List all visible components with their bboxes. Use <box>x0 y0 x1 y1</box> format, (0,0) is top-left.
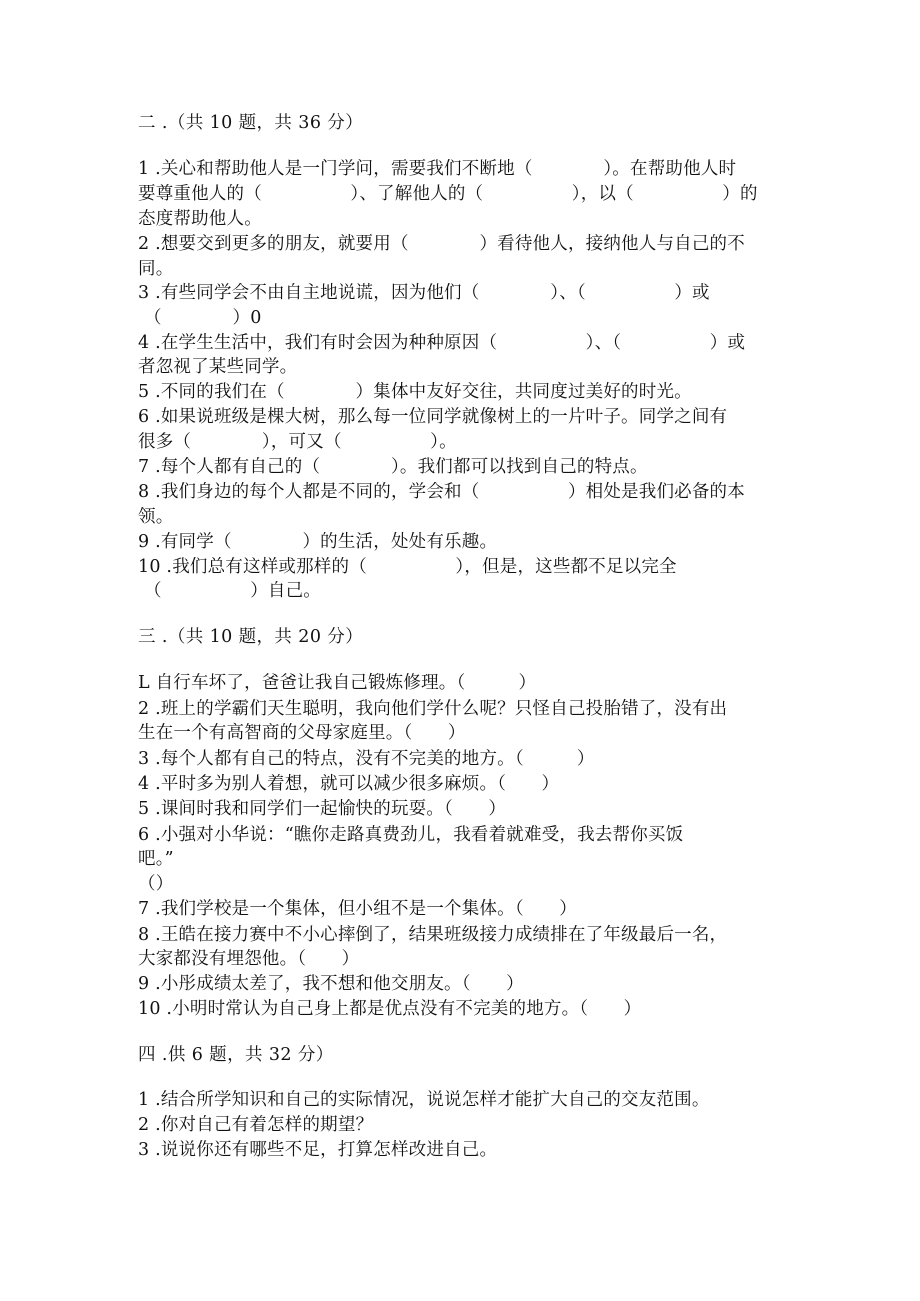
s2-line-14: 8 .我们身边的每个人都是不同的，学会和（ ）相处是我们必备的本 <box>138 482 745 502</box>
s2-line-4: 2 .想要交到更多的朋友，就要用（ ）看待他人，接纳他人与自己的不 <box>138 234 745 254</box>
s3-line-1: L 自行车坏了，爸爸让我自己锻炼修理。（ ） <box>138 673 537 693</box>
s3-line-13: 9 .小彤成绩太差了，我不想和他交朋友。（ ） <box>138 974 524 994</box>
s2-line-15: 领。 <box>138 507 174 527</box>
section-3-heading: 三 .（共 10 题，共 20 分） <box>138 627 364 647</box>
s2-line-10: 5 .不同的我们在（ ）集体中友好交往，共同度过美好的时光。 <box>138 382 692 402</box>
s3-line-6: 5 .课间时我和同学们一起愉快的玩耍。（ ） <box>138 799 507 819</box>
s2-line-17: 10 .我们总有这样或那样的（ ），但是，这些都不足以完全 <box>138 557 677 577</box>
s3-line-14: 10 .小明时常认为自己身上都是优点没有不完美的地方。（ ） <box>138 999 642 1019</box>
s3-line-11: 8 .王皓在接力赛中不小心摔倒了，结果班级接力成绩排在了年级最后一名， <box>138 925 728 945</box>
s3-line-3: 生在一个有高智商的父母家庭里。（ ） <box>138 723 466 743</box>
s2-line-13: 7 .每个人都有自己的（ ）。我们都可以找到自己的特点。 <box>138 457 648 477</box>
s3-line-12: 大家都没有埋怨他。（ ） <box>138 949 360 969</box>
s2-line-3: 态度帮助他人。 <box>138 209 262 229</box>
s3-line-5: 4 .平时多为别人着想，就可以减少很多麻烦。（ ） <box>138 774 560 794</box>
s2-line-18: （ ）自己。 <box>144 581 321 601</box>
s2-line-1: 1 .关心和帮助他人是一门学问，需要我们不断地（ ）。在帮助他人时 <box>138 159 737 179</box>
s3-line-10: 7 .我们学校是一个集体，但小组不是一个集体。（ ） <box>138 899 577 919</box>
s2-line-16: 9 .有同学（ ）的生活，处处有乐趣。 <box>138 532 498 552</box>
s4-line-3: 3 .说说你还有哪些不足，打算怎样改进自己。 <box>138 1140 498 1160</box>
s3-line-9: （） <box>138 874 174 894</box>
section-4-heading: 四 .供 6 题，共 32 分） <box>138 1045 334 1065</box>
s3-line-8: 吧。” <box>138 849 174 869</box>
s3-line-7: 6 .小强对小华说：“瞧你走路真费劲儿，我看着就难受，我去帮你买饭 <box>138 825 684 845</box>
s2-line-9: 者忽视了某些同学。 <box>138 357 298 377</box>
section-2-heading: 二 .（共 10 题，共 36 分） <box>138 113 364 133</box>
s4-line-2: 2 .你对自己有着怎样的期望？ <box>138 1115 374 1135</box>
s3-line-2: 2 .班上的学霸们天生聪明，我向他们学什么呢？只怪自己投胎错了，没有出 <box>138 699 728 719</box>
s2-line-12: 很多（ ），可又（ ）。 <box>138 432 457 452</box>
s2-line-2: 要尊重他人的（ ）、了解他人的（ ），以（ ）的 <box>138 184 758 204</box>
s2-line-8: 4 .在学生生活中，我们有时会因为种种原因（ ）、（ ）或 <box>138 333 746 353</box>
s2-line-5: 同。 <box>138 259 174 279</box>
s3-line-4: 3 .每个人都有自己的特点，没有不完美的地方。（ ） <box>138 749 595 769</box>
s4-line-1: 1 .结合所学知识和自己的实际情况，说说怎样才能扩大自己的交友范围。 <box>138 1090 710 1110</box>
s2-line-6: 3 .有些同学会不由自主地说谎，因为他们（ ）、（ ）或 <box>138 283 710 303</box>
s2-line-11: 6 .如果说班级是棵大树，那么每一位同学就像树上的一片叶子。同学之间有 <box>138 407 728 427</box>
s2-line-7: （ ）0 <box>144 308 262 328</box>
